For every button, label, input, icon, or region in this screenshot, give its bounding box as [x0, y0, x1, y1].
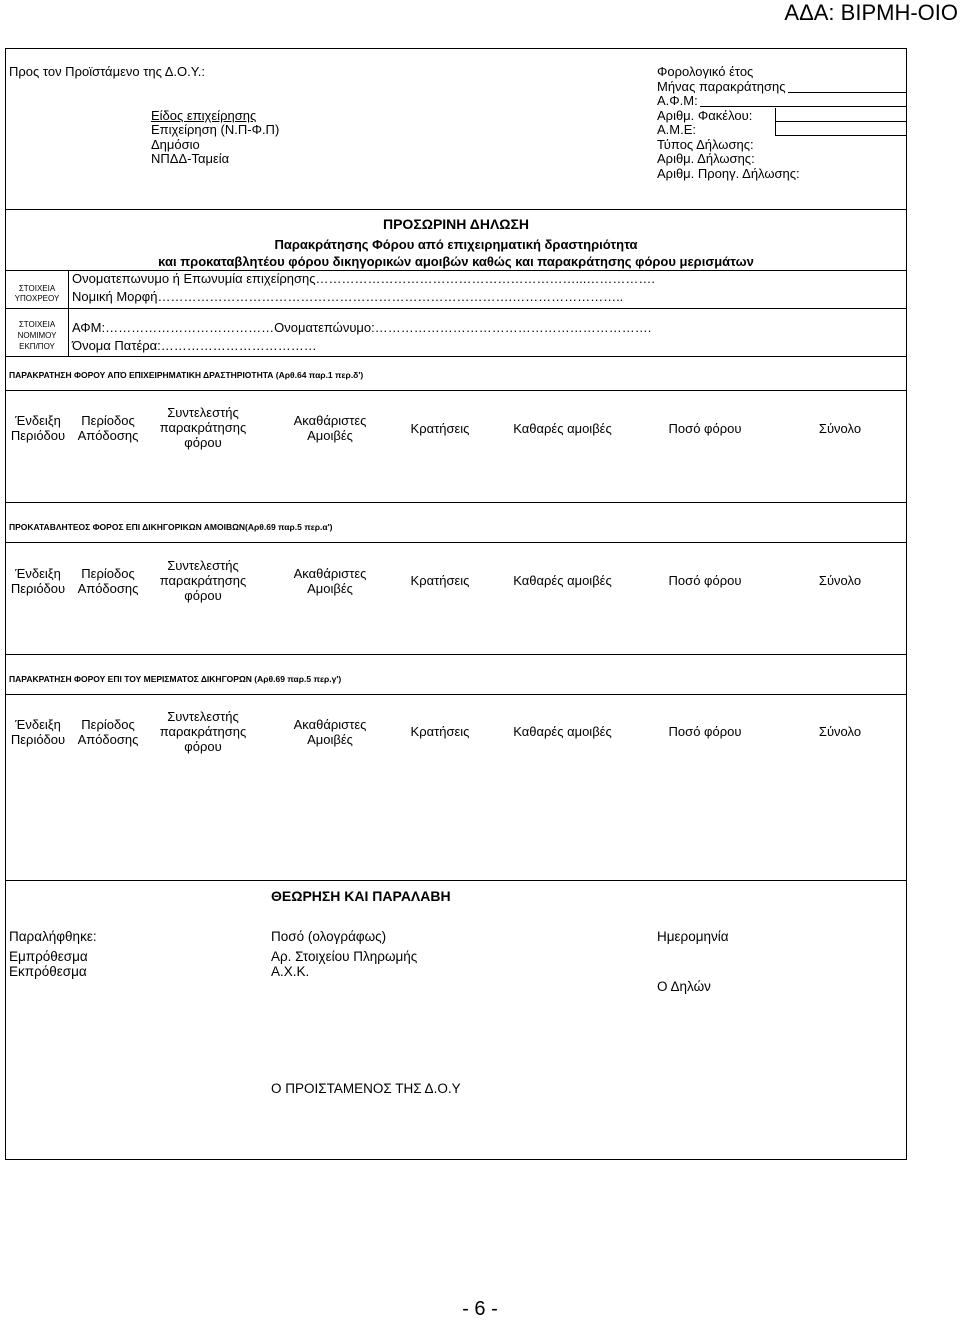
- entry-line: [700, 106, 906, 107]
- section-2-bottom-rule: [5, 654, 907, 655]
- obligor-name-field: Ονοματεπωνυμο ή Επωνυμία επιχείρησης……………………………………………………...…………….: [72, 271, 655, 286]
- rep-label-3: ΕΚΠ/ΠΟΥ: [19, 342, 55, 351]
- col-gross: Ακαθάριστες Αμοιβές: [293, 717, 367, 747]
- akk-label: Α.Χ.Κ.: [271, 964, 310, 979]
- rep-father-name: Όνομα Πατέρα:………………………………: [72, 338, 317, 353]
- declaration-type-label: Τύπος Δήλωσης:: [657, 137, 754, 152]
- col-period: Ένδειξη Περιόδου: [10, 413, 66, 443]
- page-number: - 6 -: [462, 1298, 498, 1320]
- col-rate: Συντελεστής παρακράτησης φόρου: [159, 709, 247, 754]
- rep-bottom-rule: [5, 356, 907, 357]
- business-type-title: Είδος επιχείρησης: [151, 108, 257, 123]
- declaration-no-label: Αριθμ. Δήλωσης:: [657, 151, 755, 166]
- obligor-label-1: ΣΤΟΙΧΕΙΑ: [18, 284, 56, 293]
- info-label-divider: [68, 270, 69, 356]
- col-total: Σύνολο: [818, 421, 862, 436]
- col-tax: Ποσό φόρου: [668, 573, 742, 588]
- col-tax: Ποσό φόρου: [668, 421, 742, 436]
- section-1-heading: ΠΑΡΑΚΡΑΤΗΣΗ ΦΟΡΟΥ ΑΠΌ ΕΠΙΧΕΙΡΗΜΑΤΙΚΗ ΔΡΑΣΤΗΡΙΟΤΗΤΑ (Αρθ.64 παρ.1 περ.δ'): [9, 370, 364, 380]
- section-1-bottom-rule: [5, 502, 907, 503]
- entry-line: [776, 135, 906, 136]
- col-period: Ένδειξη Περιόδου: [10, 717, 66, 747]
- header-divider: [5, 209, 907, 210]
- section-1-rule: [5, 390, 907, 391]
- on-time-label: Εμπρόθεσμα: [9, 949, 88, 964]
- section-2-rule: [5, 542, 907, 543]
- date-label: Ημερομηνία: [657, 929, 729, 944]
- declaration-subtitle-1: Παρακράτησης Φόρου από επιχειρηματική δραστηριότητα: [274, 237, 638, 252]
- form-frame: [5, 48, 907, 1160]
- obligor-bottom-rule: [5, 308, 907, 309]
- col-deductions: Κρατήσεις: [410, 421, 470, 436]
- declarant-label: Ο Δηλών: [657, 979, 711, 994]
- business-type-3: ΝΠΔΔ-Ταμεία: [151, 151, 230, 166]
- rep-afm-name: ΑΦΜ:…………………………………Ονοματεπώνυμο:……………………………………………………….: [72, 320, 652, 335]
- col-deductions: Κρατήσεις: [410, 573, 470, 588]
- obligor-legal-form: Νομική Μορφή……………………………………………………………………….……………………..: [72, 289, 624, 304]
- entry-divider: [775, 108, 776, 136]
- col-return-period: Περίοδος Απόδοσης: [77, 566, 139, 596]
- col-gross: Ακαθάριστες Αμοιβές: [293, 413, 367, 443]
- col-net: Καθαρές αμοιβές: [513, 573, 612, 588]
- col-net: Καθαρές αμοιβές: [513, 421, 612, 436]
- col-net: Καθαρές αμοιβές: [513, 724, 612, 739]
- late-label: Εκπρόθεσμα: [9, 964, 87, 979]
- entry-line: [788, 92, 906, 93]
- col-return-period: Περίοδος Απόδοσης: [77, 413, 139, 443]
- business-type-1: Επιχείρηση (Ν.Π-Φ.Π): [151, 122, 280, 137]
- prev-declaration-no-label: Αριθμ. Προηγ. Δήλωσης:: [657, 166, 800, 181]
- col-total: Σύνολο: [818, 573, 862, 588]
- obligor-label-2: ΥΠΟΧΡΕΟΥ: [14, 294, 60, 303]
- to-office: Προς τον Προϊστάμενο της Δ.Ο.Υ.:: [9, 64, 205, 79]
- ada-code: ΑΔΑ: ΒΙΡΜΗ-ΟΙΟ: [784, 0, 958, 25]
- declaration-title: ΠΡΟΣΩΡΙΝΗ ΔΗΛΩΣΗ: [382, 216, 530, 232]
- received-label: Παραλήφθηκε:: [9, 929, 97, 944]
- tax-year: Φορολογικό έτος: [657, 64, 754, 79]
- afm-label: Α.Φ.Μ:: [657, 93, 698, 108]
- section-3-rule: [5, 694, 907, 695]
- ame-label: Α.Μ.Ε:: [657, 122, 697, 137]
- business-type-2: Δημόσιο: [151, 137, 200, 152]
- col-return-period: Περίοδος Απόδοσης: [77, 717, 139, 747]
- section-2-heading: ΠΡΟΚΑΤΑΒΛΗΤΕΟΣ ΦΟΡΟΣ ΕΠΙ ΔΙΚΗΓΟΡΙΚΩΝ ΑΜΟΙΒΩΝ(Αρθ.69 παρ.5 περ.α'): [9, 522, 333, 532]
- review-title: ΘΕΩΡΗΣΗ ΚΑΙ ΠΑΡΑΛΑΒΗ: [271, 888, 451, 904]
- payment-no-label: Αρ. Στοιχείου Πληρωμής: [271, 949, 418, 964]
- col-rate: Συντελεστής παρακράτησης φόρου: [159, 558, 247, 603]
- col-tax: Ποσό φόρου: [668, 724, 742, 739]
- entry-line: [776, 121, 906, 122]
- section-3-bottom-rule: [5, 880, 907, 881]
- amount-words-label: Ποσό (ολογράφως): [271, 929, 387, 944]
- declaration-subtitle-2: και προκαταβλητέου φόρου δικηγορικών αμοιβών καθώς και παρακράτησης φόρου μερισμάτων: [158, 254, 754, 269]
- col-period: Ένδειξη Περιόδου: [10, 566, 66, 596]
- section-3-heading: ΠΑΡΑΚΡΑΤΗΣΗ ΦΟΡΟΥ ΕΠΙ ΤΟΥ ΜΕΡΙΣΜΑΤΟΣ ΔΙΚΗΓΟΡΩΝ (Αρθ.69 παρ.5 περ.γ'): [9, 674, 342, 684]
- withholding-month: Μήνας παρακράτησης: [657, 79, 786, 94]
- col-total: Σύνολο: [818, 724, 862, 739]
- file-no-label: Αριθμ. Φακέλου:: [657, 108, 753, 123]
- col-deductions: Κρατήσεις: [410, 724, 470, 739]
- rep-label-1: ΣΤΟΙΧΕΙΑ: [18, 320, 56, 329]
- col-gross: Ακαθάριστες Αμοιβές: [293, 566, 367, 596]
- head-of-office-label: Ο ΠΡΟΙΣΤΑΜΕΝΟΣ ΤΗΣ Δ.Ο.Υ: [271, 1081, 461, 1096]
- rep-label-2: ΝΟΜΙΜΟΥ: [17, 331, 57, 340]
- col-rate: Συντελεστής παρακράτησης φόρου: [159, 405, 247, 450]
